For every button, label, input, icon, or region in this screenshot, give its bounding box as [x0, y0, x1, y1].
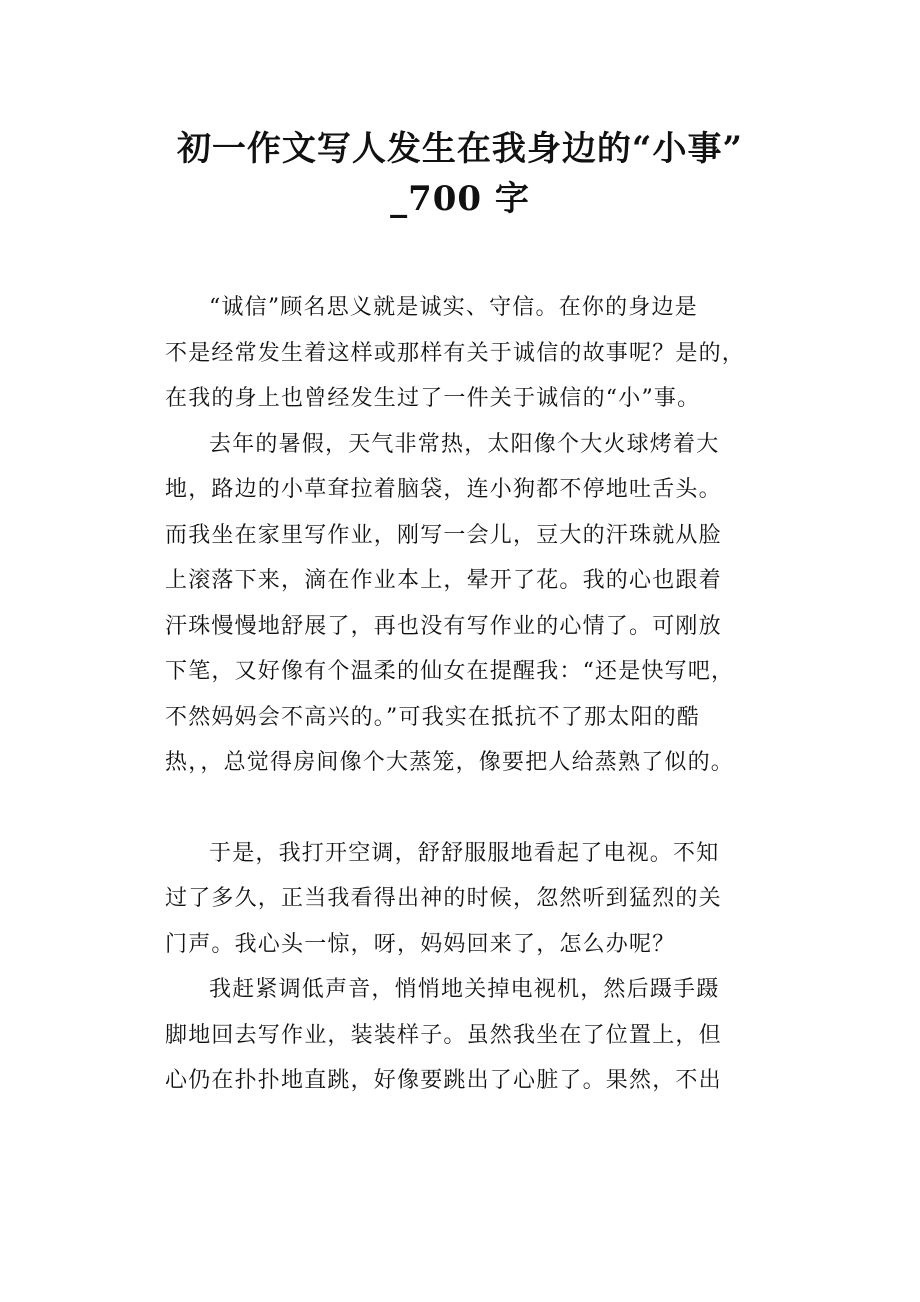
text-line: 门声。我心头一惊，呀，妈妈回来了，怎么办呢？	[165, 931, 676, 957]
paragraph-3	[165, 831, 771, 968]
text-line: 于是，我打开空调，舒舒服服地看起了电视。不知	[209, 840, 720, 866]
text-line: “诚信”顾名思义就是诚实、守信。在你的身边是	[209, 295, 698, 320]
text-line: 不是经常发生着这样或那样有关于诚信的故事呢？是的，	[165, 340, 746, 366]
title-line-2: _700 字	[390, 179, 530, 219]
text-line: 在我的身上也曾经发生过了一件关于诚信的“小”事。	[165, 386, 701, 411]
text-line: 过了多久，正当我看得出神的时候，忽然听到猛烈的关	[165, 886, 722, 911]
paragraph-2	[165, 422, 771, 786]
text-line: 去年的暑假，天气非常热，太阳像个大火球烤着大	[209, 431, 720, 457]
text-line: 汗珠慢慢地舒展了，再也没有写作业的心情了。可刚放	[165, 613, 722, 639]
text-line: 而我坐在家里写作业，刚写一会儿，豆大的汗珠就从脸	[165, 522, 722, 548]
text-line: 心仍在扑扑地直跳，好像要跳出了心脏了。果然，不出	[165, 1068, 722, 1093]
text-line: 上滚落下来，滴在作业本上，晕开了花。我的心也跟着	[165, 568, 722, 593]
document-title	[120, 124, 800, 224]
text-line: 我赶紧调低声音，悄悄地关掉电视机，然后蹑手蹑	[209, 977, 720, 1002]
text-line: 脚地回去写作业，装装样子。虽然我坐在了位置上，但	[165, 1022, 722, 1048]
text-line: 热，，总觉得房间像个大蒸笼，像要把人给蒸熟了似的。	[165, 750, 735, 775]
paragraph-spacer	[165, 786, 771, 831]
document-body	[165, 285, 771, 1104]
text-line: 下笔，又好像有个温柔的仙女在提醒我：“还是快写吧，	[165, 659, 735, 684]
paragraph-4	[165, 967, 771, 1104]
text-line: 地，路边的小草耷拉着脑袋，连小狗都不停地吐舌头。	[165, 477, 722, 502]
title-line-1: 初一作文写人发生在我身边的“小事”	[176, 129, 744, 169]
paragraph-1	[165, 285, 771, 422]
text-line: 不然妈妈会不高兴的。”可我实在抵抗不了那太阳的酷	[165, 704, 701, 730]
